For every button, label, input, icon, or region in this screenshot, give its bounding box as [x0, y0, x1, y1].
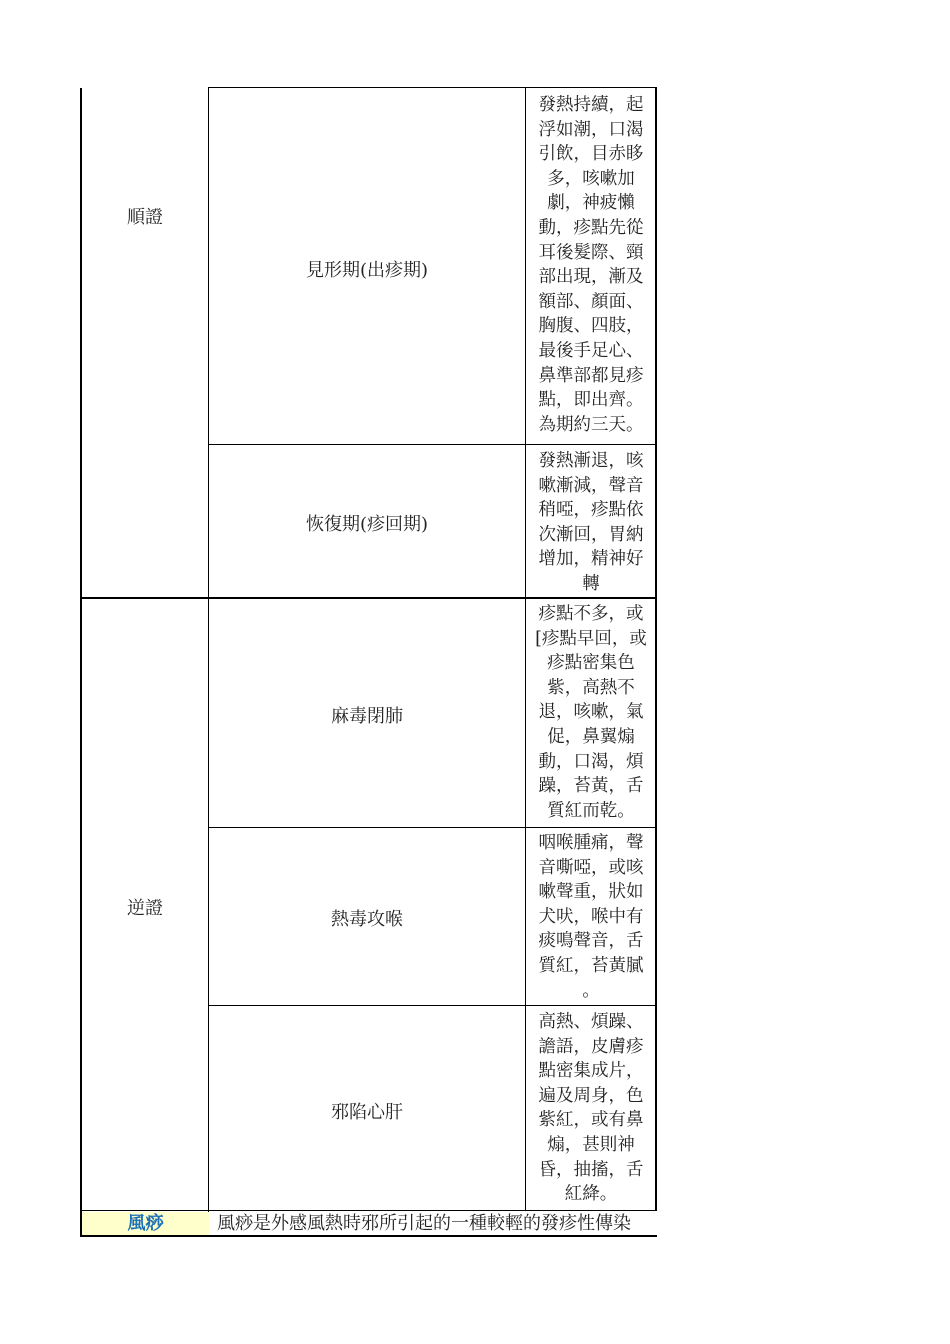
desc-line: 動，口渴，煩 — [538, 751, 644, 772]
desc-line: 譫語，皮膚疹 — [538, 1036, 644, 1057]
desc-line: 部出現，漸及 — [538, 267, 644, 288]
desc-cell-eruption — [529, 93, 653, 437]
grid-line-top — [208, 87, 657, 88]
desc-line: 。 — [582, 980, 600, 1001]
desc-line: 劇，神疲懶 — [547, 193, 635, 214]
desc-line: 引飲，目赤眵 — [538, 144, 644, 165]
desc-line: 質紅，苔黃膩 — [538, 955, 644, 976]
desc-cell-recovery — [529, 449, 653, 597]
desc-line: 咽喉腫痛，聲 — [538, 833, 644, 853]
desc-cell-heart-liver — [529, 1010, 653, 1207]
desc-line: 為期約三天。 — [538, 414, 644, 435]
group-label-nizheng: 逆證 — [127, 898, 163, 919]
grid-line-row4-bottom — [208, 1005, 657, 1006]
desc-cell-lung-block — [529, 602, 653, 823]
footer-label-fengsha: 風痧 — [82, 1212, 209, 1235]
stage-label-lung-block: 麻毒閉肺 — [331, 706, 403, 727]
desc-line: 胸腹、四肢， — [538, 316, 644, 337]
desc-line: 嗽漸減，聲音 — [538, 475, 644, 496]
desc-line: 浮如潮，口渴 — [538, 119, 644, 140]
desc-line: 增加，精神好 — [538, 549, 644, 570]
desc-line: 犬吠，喉中有 — [538, 906, 644, 927]
group-label-shunzheng: 順證 — [127, 207, 163, 228]
desc-line: 動，疹點先從 — [538, 217, 644, 238]
desc-line: 額部、顏面、 — [538, 291, 644, 312]
desc-line: 發熱漸退，咳 — [538, 451, 644, 471]
desc-cell-throat-attack — [529, 831, 653, 1003]
desc-line: 促，鼻翼煽 — [547, 726, 635, 747]
desc-line: 退，咳嗽，氣 — [538, 702, 644, 723]
desc-line: 高熱、煩躁、 — [538, 1012, 644, 1032]
desc-line: 紅絳。 — [564, 1184, 618, 1205]
desc-line: 鼻準部都見疹 — [538, 365, 644, 386]
stage-label-throat-attack: 熱毒攻喉 — [331, 909, 403, 930]
desc-line: 遍及周身，色 — [538, 1085, 644, 1106]
grid-line-bottom — [80, 1235, 657, 1237]
desc-line: 轉 — [582, 573, 600, 594]
desc-line: 煽，甚則神 — [547, 1134, 635, 1155]
grid-line-col-desc-left — [525, 87, 526, 1211]
stage-label-recovery: 恢復期(疹回期) — [305, 514, 429, 535]
desc-line: 紫，高熱不 — [547, 677, 635, 698]
stage-label-eruption: 見形期(出疹期) — [305, 260, 429, 281]
desc-line: 嗽聲重，狀如 — [538, 882, 644, 903]
desc-line: 痰鳴聲音，舌 — [538, 931, 644, 952]
desc-line: [疹點早回，或 — [535, 628, 647, 649]
desc-line: 最後手足心、 — [538, 340, 644, 361]
desc-line: 質紅而乾。 — [547, 800, 635, 821]
desc-line: 音嘶啞，或咳 — [538, 857, 644, 878]
desc-line: 躁，苔黃，舌 — [538, 776, 644, 797]
grid-line-left-outer — [80, 88, 82, 1236]
desc-line: 發熱持續，起 — [538, 95, 644, 115]
footer-description: 風痧是外感風熱時邪所引起的一種較輕的發疹性傳染 — [217, 1213, 631, 1234]
desc-line: 點，即出齊。 — [538, 390, 644, 411]
stage-label-heart-liver: 邪陷心肝 — [331, 1102, 403, 1123]
grid-line-row3-bottom — [208, 827, 657, 828]
desc-line: 昏，抽搐，舌 — [538, 1159, 644, 1180]
grid-line-group1-bottom — [80, 597, 657, 599]
desc-line: 稍啞，疹點依 — [538, 500, 644, 521]
desc-line: 多，咳嗽加 — [547, 168, 635, 189]
desc-line: 耳後髮際、頸 — [538, 242, 644, 263]
desc-line: 疹點不多，或 — [538, 604, 644, 624]
grid-line-right-outer — [655, 87, 657, 1211]
desc-line: 紫紅，或有鼻 — [538, 1110, 644, 1131]
grid-line-group2-bottom — [80, 1210, 657, 1211]
grid-line-row1-bottom — [208, 444, 657, 445]
desc-line: 點密集成片， — [538, 1061, 644, 1082]
desc-line: 次漸回，胃納 — [538, 524, 644, 545]
desc-line: 疹點密集色 — [547, 653, 635, 674]
